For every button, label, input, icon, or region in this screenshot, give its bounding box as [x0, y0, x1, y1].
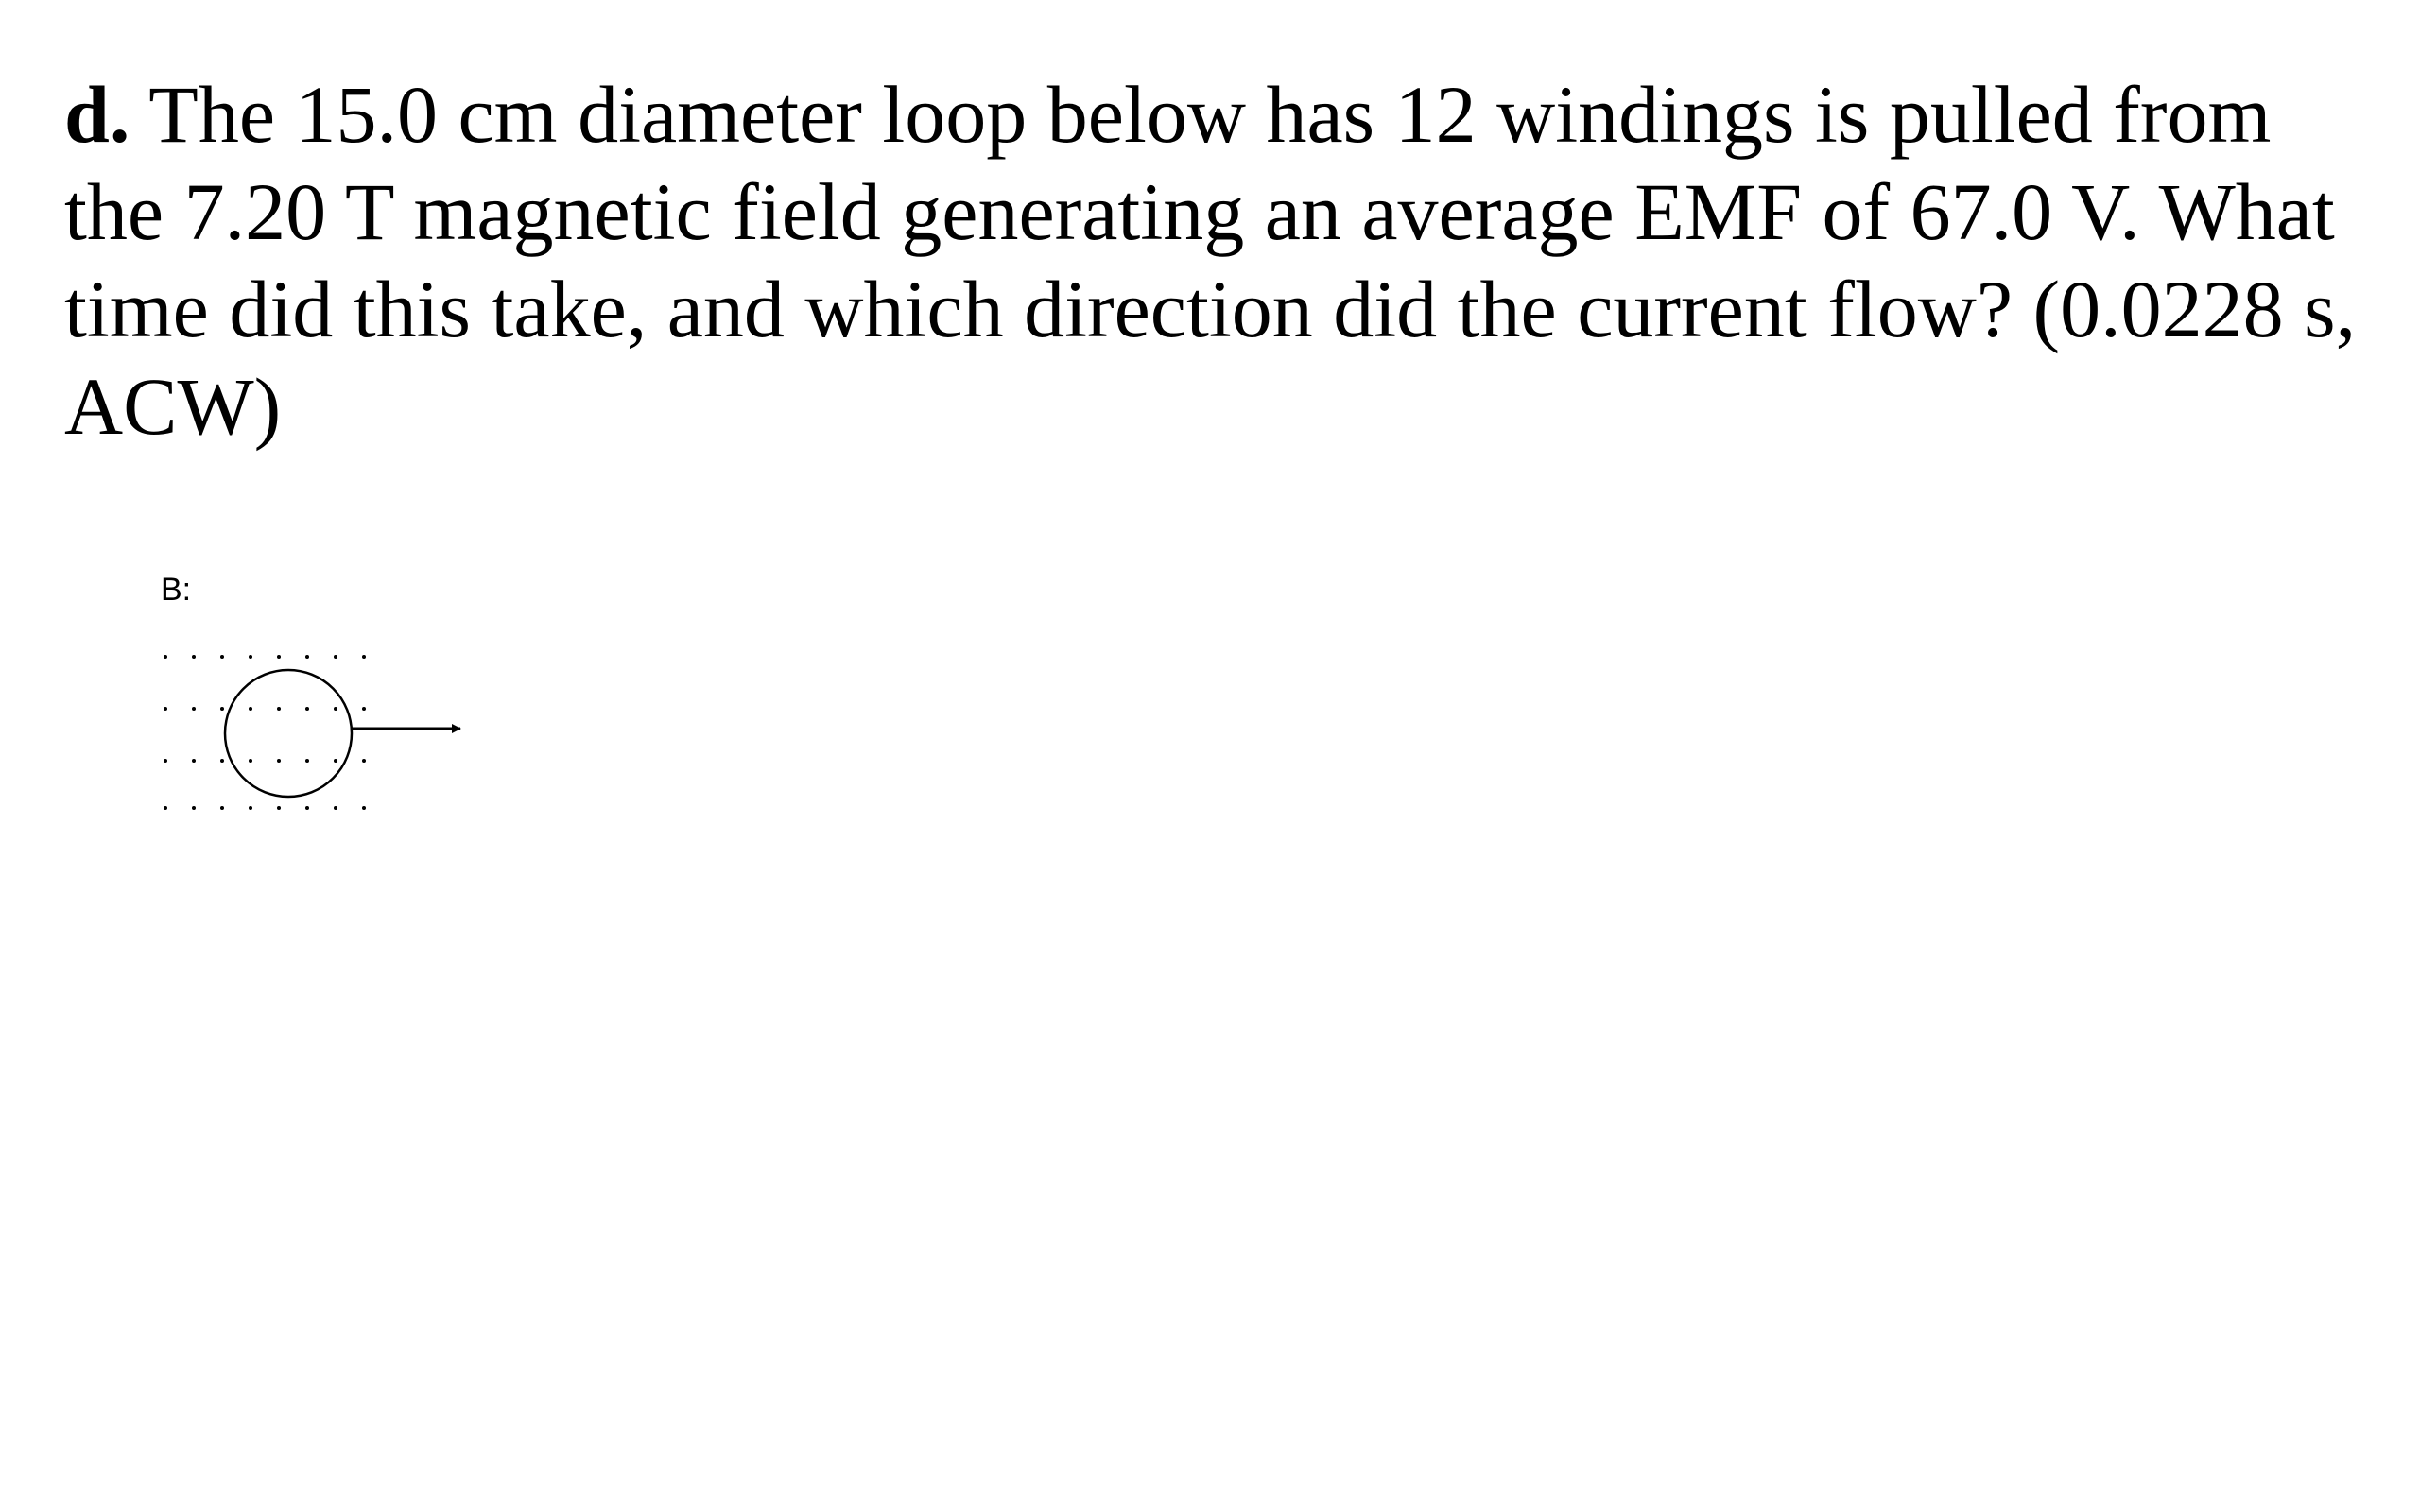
field-dot	[249, 806, 252, 810]
field-dot	[220, 806, 224, 810]
field-dot	[192, 655, 196, 659]
field-dot	[249, 759, 252, 763]
field-dot	[334, 655, 337, 659]
field-dot	[334, 759, 337, 763]
field-dot	[305, 806, 309, 810]
field-dot	[362, 707, 366, 711]
field-dot	[334, 707, 337, 711]
field-label: B:	[161, 572, 192, 608]
problem-statement: The 15.0 cm diameter loop below has 12 windings is pulled from the 7.20 T magnetic field generating an average EMF of 67.0 V. What time did this take, and which direction did the current flow? (0.0228 s, ACW)	[64, 69, 2357, 452]
field-dot	[362, 759, 366, 763]
field-dot	[192, 806, 196, 810]
magnetic-field-dots	[164, 655, 366, 810]
field-dot	[220, 707, 224, 711]
loop-diagram-svg	[142, 558, 520, 841]
field-dot	[192, 707, 196, 711]
field-dot	[277, 806, 281, 810]
field-dot	[362, 806, 366, 810]
problem-label: d.	[64, 69, 130, 160]
field-dot	[334, 806, 337, 810]
field-dot	[362, 655, 366, 659]
field-dot	[305, 655, 309, 659]
problem-text	[64, 66, 2371, 455]
wire-loop	[225, 670, 352, 797]
field-dot	[249, 707, 252, 711]
field-dot	[220, 759, 224, 763]
field-dot	[249, 655, 252, 659]
field-dot	[164, 806, 167, 810]
loop-diagram	[142, 558, 520, 841]
field-dot	[305, 707, 309, 711]
field-dot	[305, 759, 309, 763]
field-dot	[220, 655, 224, 659]
field-dot	[164, 759, 167, 763]
field-dot	[277, 707, 281, 711]
field-dot	[277, 759, 281, 763]
field-dot	[277, 655, 281, 659]
field-dot	[164, 655, 167, 659]
field-dot	[164, 707, 167, 711]
field-dot	[192, 759, 196, 763]
